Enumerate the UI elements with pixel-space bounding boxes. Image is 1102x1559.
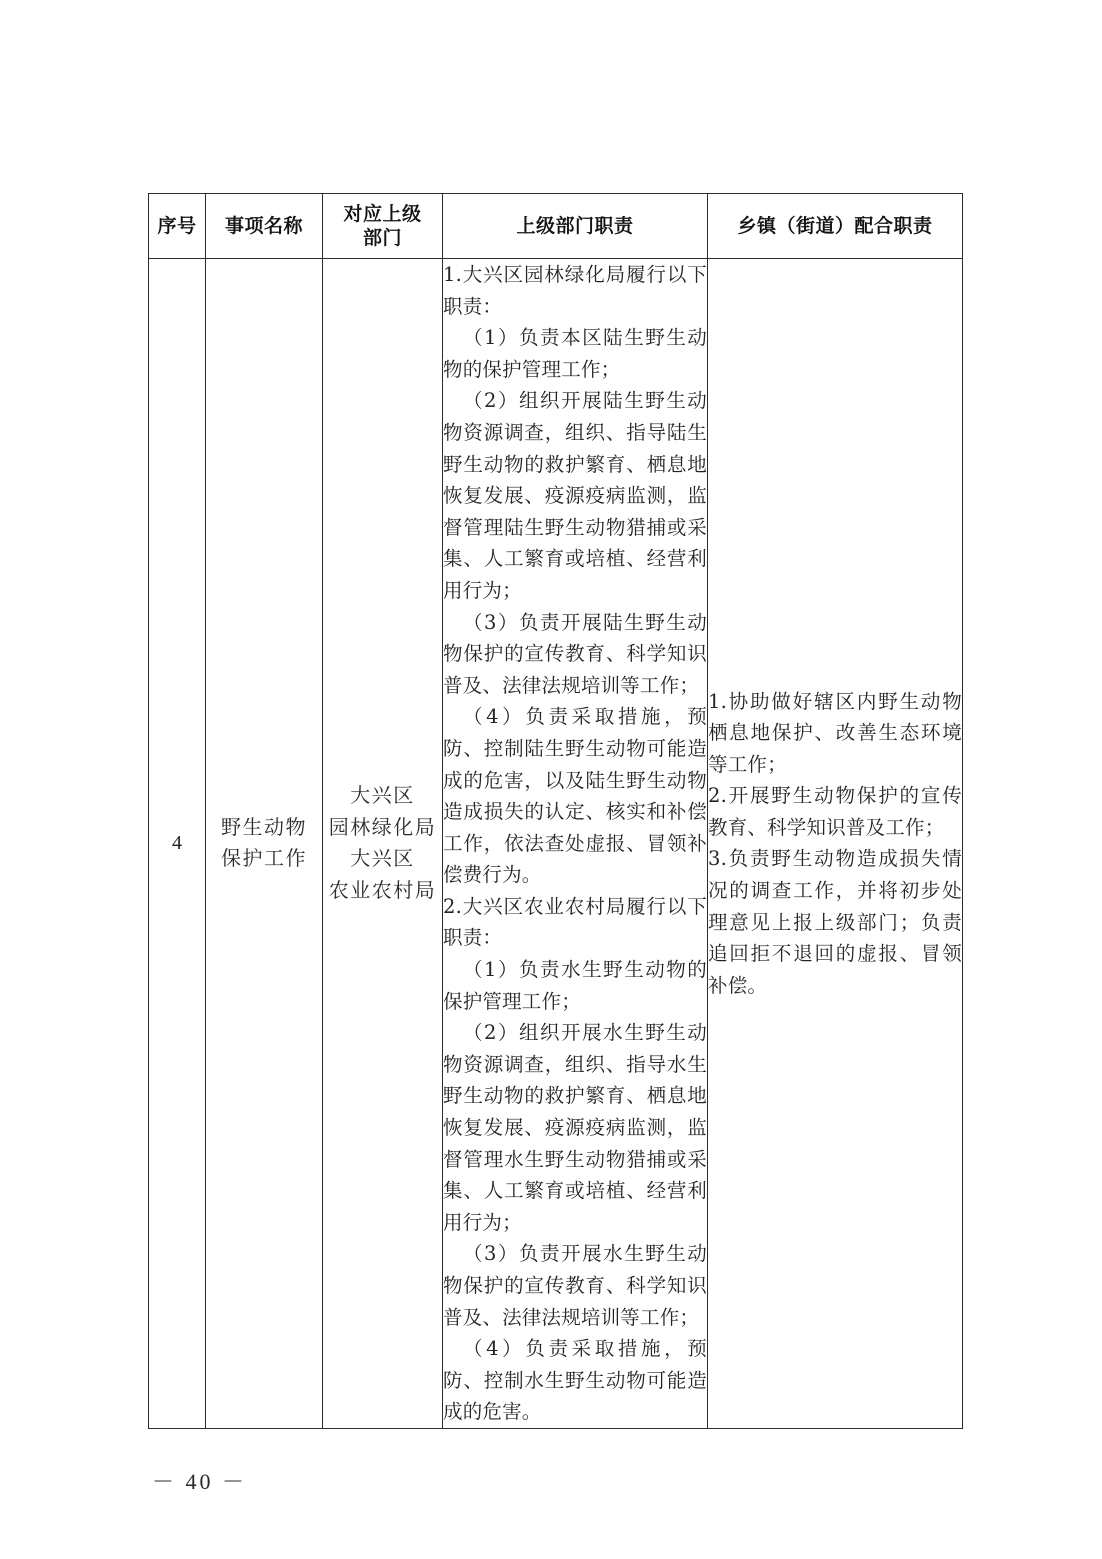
cell-town-duty [708,259,963,1429]
town-duty-item-2: 2.开展野生动物保护的宣传教育、科学知识普及工作； [708,784,962,839]
upper-duty-section-2-item-3: （3）负责开展水生野生动物保护的宣传教育、科学知识普及、法律法规培训等工作； [443,1242,707,1329]
town-duty-item-1: 1.协助做好辖区内野生动物栖息地保护、改善生态环境等工作； [708,689,962,776]
upper-duty-section-2-item-1: （1）负责水生野生动物的保护管理工作； [443,958,707,1013]
column-header-item-name-line-1: 事项名称 [224,214,303,237]
town-duty-text [708,686,962,1002]
column-header-item-name [206,194,323,259]
cell-upper-department-line-3: 大兴区 [350,846,415,871]
column-header-upper-duty-line-1: 上级部门职责 [516,214,634,237]
column-header-town-duty [708,194,963,259]
upper-duty-section-1-item-2: （2）组织开展陆生野生动物资源调查，组织、指导陆生野生动物的救护繁育、栖息地恢复发展、疫源疫病监测，监督管理陆生野生动物猎捕或采集、人工繁育或培植、经营利用行为； [443,389,707,602]
table-header-row [149,194,963,259]
upper-duty-section-2-item-4: （4）负责采取措施，预防、控制水生野生动物可能造成的危害。 [443,1337,707,1424]
column-header-upper-duty [443,194,708,259]
cell-upper-department-line-4: 农业农村局 [328,878,437,903]
upper-duty-section-1-item-4: （4）负责采取措施，预防、控制陆生野生动物可能造成的危害，以及陆生野生动物造成损失的认定、核实和补偿工作，依法查处虚报、冒领补偿费行为。 [443,705,707,887]
cell-upper-department-duty [443,259,708,1429]
cell-sequence-number: 4 [149,259,206,1429]
town-duty-item-3: 3.负责野生动物造成损失情况的调查工作，并将初步处理意见上报上级部门；负责追回拒不退回的虚报、冒领补偿。 [708,847,962,997]
responsibility-table [148,193,963,1429]
page-number: － 40 － [152,1469,248,1494]
column-header-upper-dept [323,194,443,259]
table-row [149,259,963,1429]
upper-duty-section-1-heading: 1.大兴区园林绿化局履行以下职责： [443,263,707,318]
column-header-seq-line-1: 序号 [157,214,197,237]
cell-upper-department-line-1: 大兴区 [350,783,415,808]
upper-duty-section-2-item-2: （2）组织开展水生野生动物资源调查，组织、指导水生野生动物的救护繁育、栖息地恢复发展、疫源疫病监测，监督管理水生野生动物猎捕或采集、人工繁育或培植、经营利用行为； [443,1021,707,1234]
upper-duty-text [443,259,707,1428]
upper-duty-section-1-item-1: （1）负责本区陆生野生动物的保护管理工作； [443,326,707,381]
cell-item-name-line-1: 野生动物 [221,814,307,839]
cell-item-name-line-2: 保护工作 [221,846,307,871]
cell-upper-department-line-2: 园林绿化局 [328,814,437,839]
cell-upper-department [323,259,443,1429]
column-header-upper-dept-line-2: 部门 [362,227,402,249]
upper-duty-section-2-heading: 2.大兴区农业农村局履行以下职责： [443,894,707,950]
cell-item-name [206,259,323,1429]
upper-duty-section-1-item-3: （3）负责开展陆生野生动物保护的宣传教育、科学知识普及、法律法规培训等工作； [443,610,707,697]
column-header-seq [149,194,206,259]
column-header-upper-dept-line-1: 对应上级 [343,202,422,225]
column-header-town-duty-line-1: 乡镇（街道）配合职责 [737,214,933,237]
